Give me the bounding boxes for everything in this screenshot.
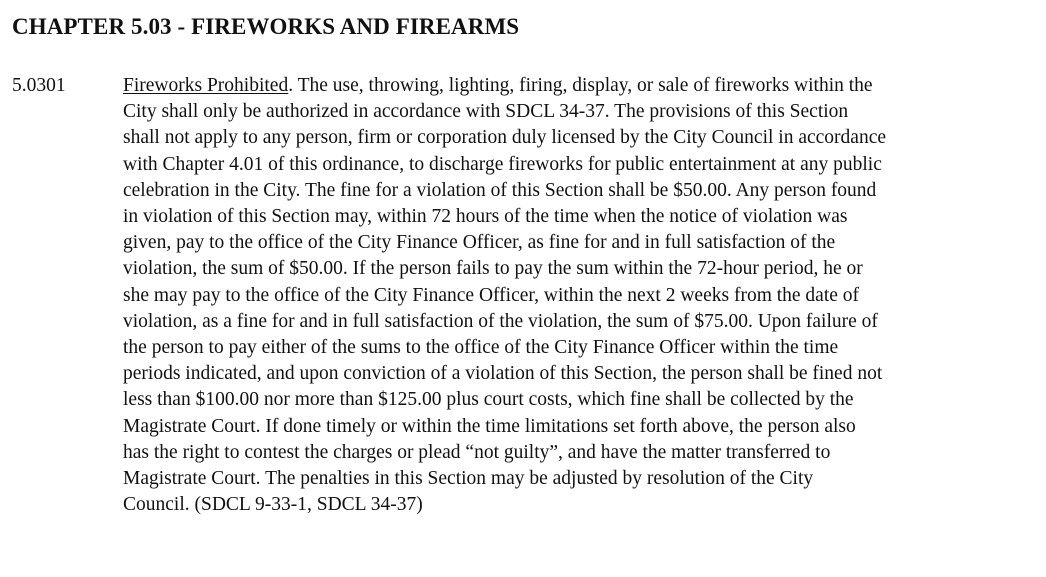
section-line: in violation of this Section may, within 72 hours of the time when the notice of violation was bbox=[123, 206, 848, 228]
section-line: violation, the sum of $50.00. If the person fails to pay the sum within the 72-hour period, he or bbox=[123, 258, 863, 280]
section-number: 5.0301 bbox=[12, 75, 66, 96]
section-line: she may pay to the office of the City Finance Officer, within the next 2 weeks from the date of bbox=[123, 284, 860, 306]
section-line: with Chapter 4.01 of this ordinance, to discharge fireworks for public entertainment at any public bbox=[123, 153, 882, 175]
section-line: Magistrate Court. The penalties in this Section may be adjusted by resolution of the City bbox=[123, 468, 814, 490]
section-line: Council. (SDCL 9-33-1, SDCL 34-37) bbox=[123, 494, 423, 516]
section-line: less than $100.00 nor more than $125.00 plus court costs, which fine shall be collected by the bbox=[123, 389, 854, 411]
section-line: shall not apply to any person, firm or corporation duly licensed by the City Council in accordance bbox=[123, 127, 887, 149]
section-line: City shall only be authorized in accordance with SDCL 34-37. The provisions of this Section bbox=[123, 101, 849, 123]
section-heading: Fireworks Prohibited bbox=[123, 75, 289, 96]
section-first-line bbox=[123, 73, 1028, 99]
section-line: Magistrate Court. If done timely or within the time limitations set forth above, the person also bbox=[123, 415, 856, 437]
section-line: the person to pay either of the sums to the office of the City Finance Officer within the time bbox=[123, 337, 839, 359]
section-first-line-text: . The use, throwing, lighting, firing, display, or sale of fireworks within the bbox=[288, 75, 873, 96]
section-body bbox=[123, 73, 1028, 518]
section-line: violation, as a fine for and in full satisfaction of the violation, the sum of $75.00. Upon failure of bbox=[123, 310, 878, 332]
section-line: celebration in the City. The fine for a violation of this Section shall be $50.00. Any person found bbox=[123, 179, 877, 201]
section-line: has the right to contest the charges or plead “not guilty”, and have the matter transferred to bbox=[123, 441, 831, 463]
chapter-title: CHAPTER 5.03 - FIREWORKS AND FIREARMS bbox=[12, 14, 520, 39]
section-line: given, pay to the office of the City Finance Officer, as fine for and in full satisfaction of the bbox=[123, 232, 836, 254]
section-line: periods indicated, and upon conviction of a violation of this Section, the person shall be fined not bbox=[123, 363, 883, 385]
